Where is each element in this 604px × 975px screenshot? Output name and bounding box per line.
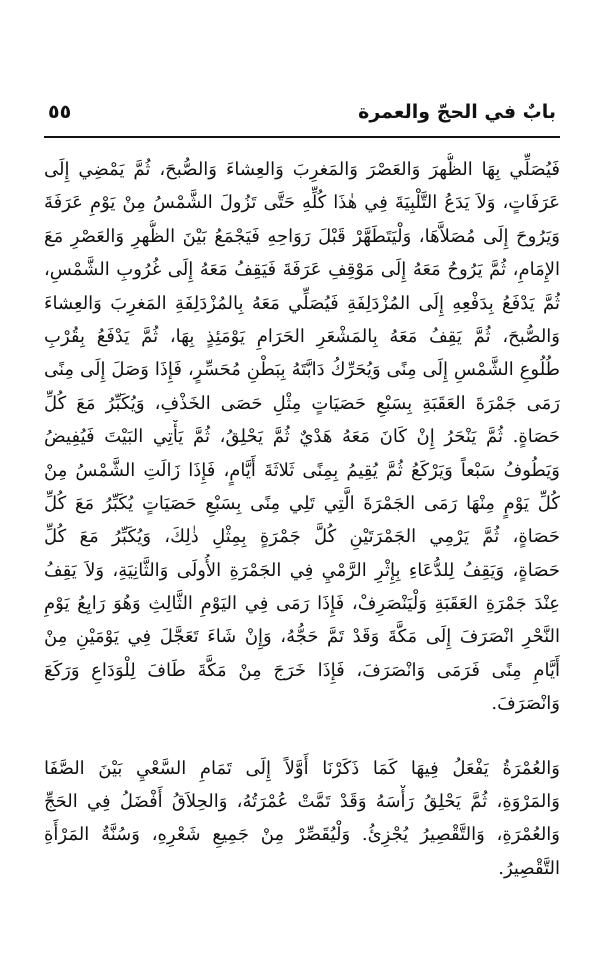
text-line: عَرَفَاتٍ، وَلاَ يَدَعُ التَّلْبِيَةَ فِي هٰذَا كُلِّهِ حَتَّى تَزُولَ الشَّمْسُ مِنْ يَوْمِ عَرَفَةَ xyxy=(44,192,560,214)
text-line: ثُمَّ يَدْفَعُ بِدَفْعِهِ إِلَى المُزْدَلِفَةِ فَيُصَلِّي مَعَهُ بِالمُزْدَلِفَةِ المَغرِبَ وَالعِشاءَ xyxy=(44,292,560,314)
text-line: حَصَاةٍ. ثُمَّ يَنْحَرُ إِنْ كَانَ مَعَهُ هَدْيٌ ثُمَّ يَحْلِقُ، ثُمَّ يَأْتِي البَيْتَ فَيُفِيضُ xyxy=(44,426,560,448)
text-line: طُلُوعِ الشَّمْسِ إِلَى مِنًى وَيُحَرِّكُ دَابَّتَهُ بِبَطْنِ مُحَسِّرٍ، فَإِذَا وَصَلَ إِلَى مِنًى xyxy=(44,359,560,381)
paragraph-umrah xyxy=(44,752,560,886)
text-line: وَالعُمْرَةِ، وَالتَّقْصِيرُ يُجْزِئُ. وَلْيُقَصِّرْ مِنْ جَمِيعِ شَعْرِهِ، وَسُنَّةُ المَرْأَةِ xyxy=(44,824,560,846)
running-title: بابٌ في الحجّ والعمرة xyxy=(358,101,556,123)
text-line: الإِمَامِ، ثُمَّ يَرُوحُ مَعَهُ إِلَى مَوْقِفِ عَرَفَةَ فَيَقِفُ مَعَهُ إِلَى غُرُوبِ الشَّمْسِ، xyxy=(44,259,560,281)
text-line: أَيَّامِ مِنًى فَرَمَى وَانْصَرَفَ، فَإِذَا خَرَجَ مِنْ مَكَّةَ طَافَ لِلْوَدَاعِ وَرَكَعَ xyxy=(44,659,560,681)
page-number: ٥٥ xyxy=(48,101,72,123)
text-line: وَالصُّبحَ، ثُمَّ يَقِفُ مَعَهُ بِالمَشْعَرِ الحَرَامِ يَوْمَئِذٍ بِهَا، ثُمَّ يَدْفَعُ بِقُرْبِ xyxy=(44,325,560,347)
text-line: رَمَى جَمْرَةَ العَقَبَةِ بِسَبْعِ حَصَيَاتٍ مِثْلِ حَصَى الخَذْفِ، وَيُكَبِّرُ مَعَ كُلِّ xyxy=(44,392,560,414)
text-line: حَصَاةٍ، وَيَقِفُ لِلدُّعَاءِ بِإِثْرِ الرَّمْيِ فِي الجَمْرَةِ الأُولَى وَالثَّانِيَةِ، وَلاَ يَقِفُ xyxy=(44,559,560,581)
text-line: فَيُصَلِّي بِهَا الظُّهرَ وَالعَصْرَ وَالمَغرِبَ وَالعِشاءَ وَالصُّبحَ، ثُمَّ يَمْضِي إِلَى xyxy=(44,159,560,180)
text-line: وَيَطُوفُ سَبْعاً وَيَرْكَعُ ثُمَّ يُقِيمُ بِمِنًى ثَلاثَةَ أَيَّامٍ، فَإِذَا زَالَتِ الشَّمْسُ مِنْ xyxy=(44,459,560,481)
text-line: عِنْدَ جَمْرَةِ العَقَبَةِ وَلْيَنْصَرِفْ، فَإِذَا رَمَى فِي اليَوْمِ الثَّالِثِ وَهُوَ رَابِعُ يَوْمِ xyxy=(44,593,560,615)
body-text xyxy=(44,153,560,885)
text-line: التَّقْصِيرُ. xyxy=(498,857,560,879)
page-header xyxy=(48,96,556,136)
text-line: النَّحْرِ انْصَرَفَ إِلَى مَكَّةَ وَقَدْ تَمَّ حَجُّهُ، وَإِنْ شَاءَ تَعَجَّلَ فِي يَوْمَيْنِ مِنْ xyxy=(44,626,560,648)
header-rule xyxy=(44,136,560,138)
text-line: حَصَاةٍ، ثُمَّ يَرْمِي الجَمْرَتَيْنِ كُلَّ جَمْرَةٍ بِمِثْلِ ذٰلِكَ، وَيُكَبِّرُ مَعَ كُلِّ xyxy=(44,526,560,548)
text-line: وَيَرُوحَ إِلَى مُصَلاَّهَا، وَلْيَتَطَهَّرْ قَبْلَ رَوَاحِهِ فَيَجْمَعُ بَيْنَ الظُّهرِ وَالعَصْرِ مَعَ xyxy=(44,225,560,247)
paragraph-hajj xyxy=(44,153,560,721)
text-line: كُلِّ يَوْمٍ مِنْهَا رَمَى الجَمْرَةَ الَّتِي تَلِي مِنًى بِسَبْعِ حَصَيَاتٍ يُكَبِّرُ مَعَ كُلِّ xyxy=(44,492,560,514)
paragraph-gap xyxy=(44,721,560,752)
text-line: وَالعُمْرَةُ يَفْعَلُ فِيهَا كَمَا ذَكَرْنَا أَوَّلاً إِلَى تَمَامِ السَّعْيِ بَيْنَ الصَّفَا xyxy=(44,757,560,779)
text-line: وَانْصَرَفَ. xyxy=(491,693,560,715)
text-line: وَالمَرْوَةِ، ثُمَّ يَحْلِقُ رَأْسَهُ وَقَدْ تَمَّتْ عُمْرَتُهُ، وَالحِلاَقُ أَفْضَلُ فِي الحَجِّ xyxy=(44,791,560,813)
